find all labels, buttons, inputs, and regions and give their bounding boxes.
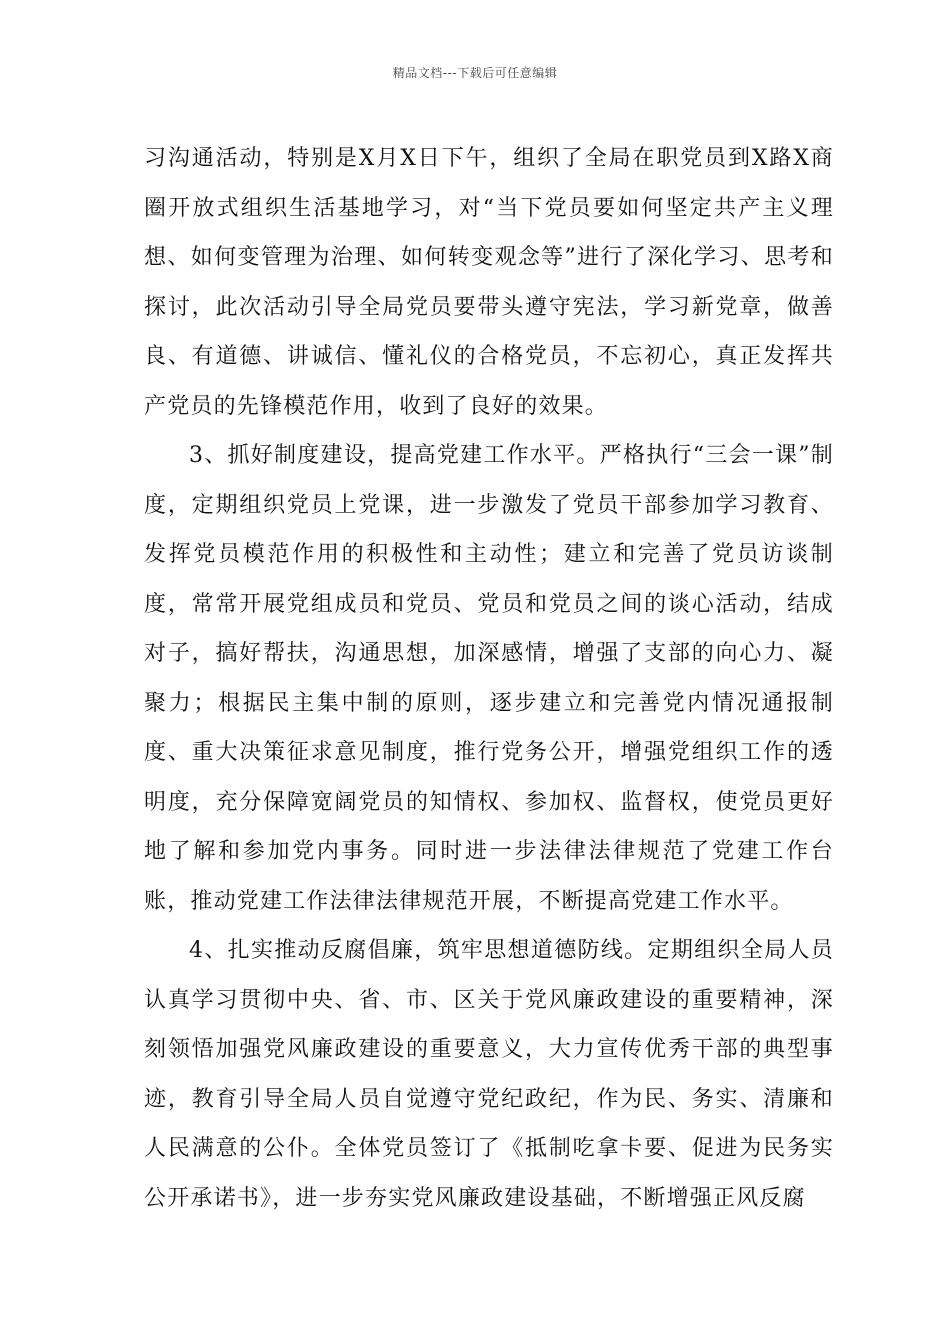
paragraph-section-3: 3、抓好制度建设，提高党建工作水平。严格执行“三会一课”制度，定期组织党员上党课，进一步激发了党员干部参加学习教育、发挥党员模范作用的积极性和主动性；建立和完善了党员访谈制度，常常开展党组成员和党员、党员和党员之间的谈心活动，结成对子，搞好帮扶，沟通思想，加深感情，增强了支部的向心力、凝聚力；根据民主集中制的原则，逐步建立和完善党内情况通报制度、重大决策征求意见制度，推行党务公开，增强党组织工作的透明度，充分保障宽阔党员的知情权、参加权、监督权，使党员更好地了解和参加党内事务。同时进一步法律法律规范了党建工作台账，推动党建工作法律法律规范开展，不断提高党建工作水平。	[144, 443, 834, 914]
page-header: 精品文档---下载后可任意编辑	[392, 66, 558, 80]
paragraph-continuation: 习沟通活动，特别是X月X日下午，组织了全局在职党员到X路X商圈开放式组织生活基地学习，对“当下党员要如何坚定共产主义理想、如何变管理为治理、如何转变观念等”进行了深化学习、思考和探讨，此次活动引导全局党员要带头遵守宪法，学习新党章，做善良、有道德、讲诚信、懂礼仪的合格党员，不忘初心，真正发挥共产党员的先锋模范作用，收到了良好的效果。	[144, 146, 834, 419]
document-body	[144, 134, 834, 1223]
paragraph-section-4: 4、扎实推动反腐倡廉，筑牢思想道德防线。定期组织全局人员认真学习贯彻中央、省、市、区关于党风廉政建设的重要精神，深刻领悟加强党风廉政建设的重要意义，大力宣传优秀干部的典型事迹，教育引导全局人员自觉遵守党纪政纪，作为民、务实、清廉和人民满意的公仆。全体党员签订了《抵制吃拿卡要、促进为民务实公开承诺书》，进一步夯实党风廉政建设基础，不断增强正风反腐	[144, 938, 834, 1211]
